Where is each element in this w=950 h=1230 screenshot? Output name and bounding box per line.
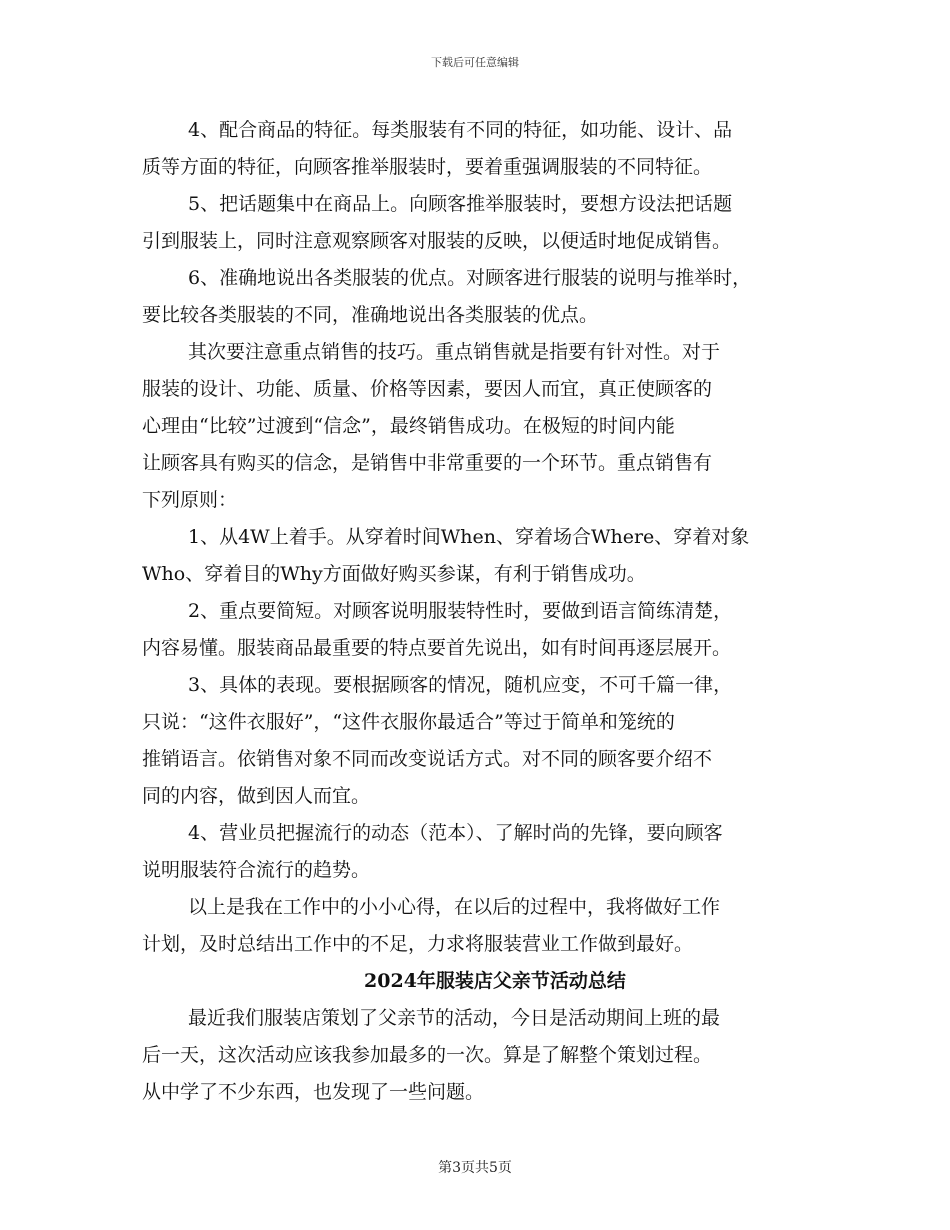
paragraph-line: 5、把话题集中在商品上。向顾客推举服装时，要想方设法把话题 [188,193,733,215]
paragraph-line: 以上是我在工作中的小小心得，在以后的过程中，我将做好工作 [188,896,721,918]
paragraph-line: 内容易懂。服装商品最重要的特点要首先说出，如有时间再逐层展开。 [142,637,732,659]
paragraph-line: 让顾客具有购买的信念，是销售中非常重要的一个环节。重点销售有 [142,452,713,474]
paragraph-line: 只说：“这件衣服好”，“这件衣服你最适合”等过于简单和笼统的 [142,711,675,733]
paragraph-line: 下列原则： [142,489,238,511]
paragraph-line: 后一天，这次活动应该我参加最多的一次。算是了解整个策划过程。 [142,1044,713,1066]
paragraph-line: 1、从4W上着手。从穿着时间When、穿着场合Where、穿着对象 [188,526,750,548]
page-header: 下载后可任意编辑 [431,56,519,69]
paragraph-line: 说明服装符合流行的趋势。 [142,859,371,881]
paragraph-line: 最近我们服装店策划了父亲节的活动，今日是活动期间上班的最 [188,1007,721,1029]
page-number: 第3页共5页 [438,1160,512,1176]
paragraph-line: 要比较各类服装的不同，准确地说出各类服装的优点。 [142,304,599,326]
paragraph-line: 计划，及时总结出工作中的不足，力求将服装营业工作做到最好。 [142,933,694,955]
paragraph-line: 从中学了不少东西，也发现了一些问题。 [142,1081,485,1103]
paragraph-line: 其次要注意重点销售的技巧。重点销售就是指要有针对性。对于 [188,341,721,363]
paragraph-line: 服装的设计、功能、质量、价格等因素，要因人而宜，真正使顾客的 [142,378,713,400]
paragraph-line: 4、配合商品的特征。每类服装有不同的特征，如功能、设计、品 [188,119,733,141]
paragraph-line: 质等方面的特征，向顾客推举服装时，要着重强调服装的不同特征。 [142,156,713,178]
section-title: 2024年服装店父亲节活动总结 [364,970,626,992]
document-body [142,112,818,1111]
paragraph-line: 3、具体的表现。要根据顾客的情况，随机应变，不可千篇一律， [188,674,733,696]
paragraph-line: 心理由“比较”过渡到“信念”，最终销售成功。在极短的时间内能 [142,415,675,437]
paragraph-line: 6、准确地说出各类服装的优点。对顾客进行服装的说明与推举时， [188,267,752,289]
paragraph-line: 推销语言。依销售对象不同而改变说话方式。对不同的顾客要介绍不 [142,748,713,770]
paragraph-line: 引到服装上，同时注意观察顾客对服装的反映，以便适时地促成销售。 [142,230,732,252]
paragraph-line: Who、穿着目的Why方面做好购买参谋，有利于销售成功。 [142,563,646,585]
paragraph-line: 2、重点要简短。对顾客说明服装特性时，要做到语言简练清楚， [188,600,733,622]
paragraph-line: 同的内容，做到因人而宜。 [142,785,371,807]
paragraph-line: 4、营业员把握流行的动态（范本）、了解时尚的先锋，要向顾客 [188,822,723,844]
